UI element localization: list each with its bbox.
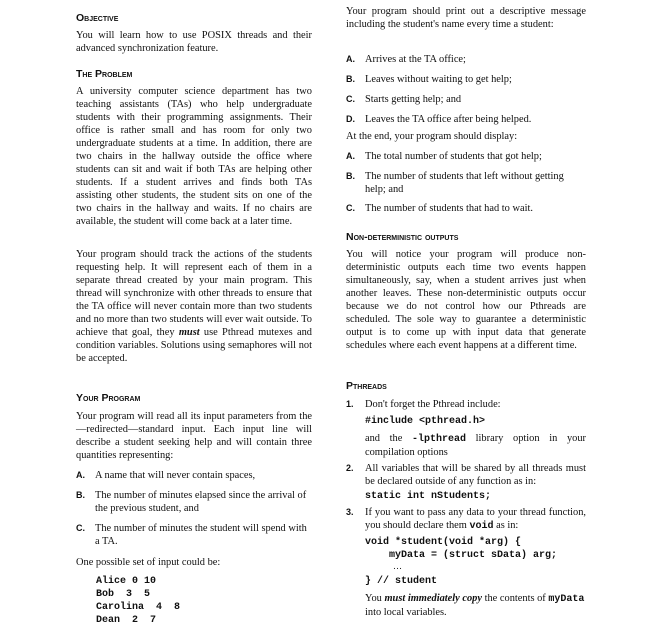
nstudents-code: static int nStudents; bbox=[365, 491, 492, 502]
program-text: Your program will read all its input parameters from the—redirected—standard input. Each input line will describe a student seeking help and will contain three quantities representing: bbox=[76, 411, 312, 461]
total-item: B. The number of students that left without getting help; and bbox=[346, 171, 564, 195]
nondeterministic-heading: Non-deterministic outputs bbox=[346, 231, 459, 243]
end-label: At the end, your program should display: bbox=[346, 131, 518, 142]
pthreads-item-3: 3. If you want to pass any data to your thread function, you should declare them void as in: bbox=[346, 507, 586, 532]
code-ellipsis: … bbox=[393, 561, 402, 571]
event-item: A. Arrives at the TA office; bbox=[346, 54, 466, 65]
total-item: A. The total number of students that got help; bbox=[346, 151, 542, 162]
input-line: Bob 3 5 bbox=[96, 589, 151, 600]
event-item: B. Leaves without waiting to get help; bbox=[346, 74, 512, 85]
print-intro: Your program should print out a descriptive message including the student's name every time a student: bbox=[346, 6, 586, 30]
objective-text: You will learn how to use POSIX threads and their advanced synchronization feature. bbox=[76, 30, 312, 54]
pthreads-item-1: 1. Don't forget the Pthread include: bbox=[346, 399, 501, 410]
input-line: Carolina 4 8 bbox=[96, 602, 181, 613]
program-heading: Your Program bbox=[76, 392, 141, 404]
objective-heading: Objective bbox=[76, 12, 119, 24]
problem-text-2: Your program should track the actions of the students requesting help. It will represent each of them in a separate thread created by your main program. This thread will synchronize with other threads to ensure that the TA office will never contain more than two students and no more than two students will ever wait outside. To achieve that goal, they must use Pthread mutexes and condition variables. Solutions using semaphores will not be accepted. bbox=[76, 249, 312, 364]
problem-text: A university computer science department has two teaching assistants (TAs) who help undergraduate students with their programming assignments. Their office is rather small and has room for only two undergraduate students at a time. In addition, there are two chairs in the hallway outside the office where students can sit and wait if both TAs are helping other students. If a student arrives and finds both TAs assisting other students, the student sits on one of the two chairs in the hallway and waits. If no chairs are available, the student will come back at a later time. bbox=[76, 86, 312, 227]
program-item-a: A. A name that will never contain spaces, bbox=[76, 470, 256, 481]
pthreads-item-2: 2. All variables that will be shared by all threads must be declared outside of any function as in: bbox=[346, 463, 586, 487]
program-item-b: B. The number of minutes elapsed since the arrival of the previous student, and bbox=[76, 490, 307, 514]
student-end-code: } // student bbox=[365, 576, 438, 587]
mydata-code: myData = (struct sData) arg; bbox=[365, 550, 558, 561]
input-label: One possible set of input could be: bbox=[76, 557, 221, 568]
event-item: D. Leaves the TA office after being helped. bbox=[346, 114, 532, 125]
nondeterministic-text: You will notice your program will produce non-deterministic outputs each time two events happen simultaneously, say, when a student arrives just when another leaves. These non-deterministic outputs occur because we do not control how our Pthreads are scheduled. The sole way to guarantee a deterministic output is to come up with input data that generate schedules where each event happens at a different time. bbox=[346, 249, 586, 351]
input-line: Dean 2 7 bbox=[96, 615, 157, 626]
program-item-c: C. The number of minutes the student will spend with a TA. bbox=[76, 523, 307, 547]
event-item: C. Starts getting help; and bbox=[346, 94, 462, 105]
include-code: #include <pthread.h> bbox=[365, 416, 486, 427]
input-line: Alice 0 10 bbox=[96, 576, 157, 587]
total-item: C. The number of students that had to wait. bbox=[346, 203, 533, 214]
copy-note: You must immediately copy the contents of myData into local variables. bbox=[365, 593, 585, 618]
problem-heading: The Problem bbox=[76, 68, 133, 80]
student-function-code: void *student(void *arg) { bbox=[365, 537, 522, 548]
lpthread-text: and the -lpthread library option in your compilation options bbox=[365, 433, 586, 458]
pthreads-heading: Pthreads bbox=[346, 380, 387, 392]
